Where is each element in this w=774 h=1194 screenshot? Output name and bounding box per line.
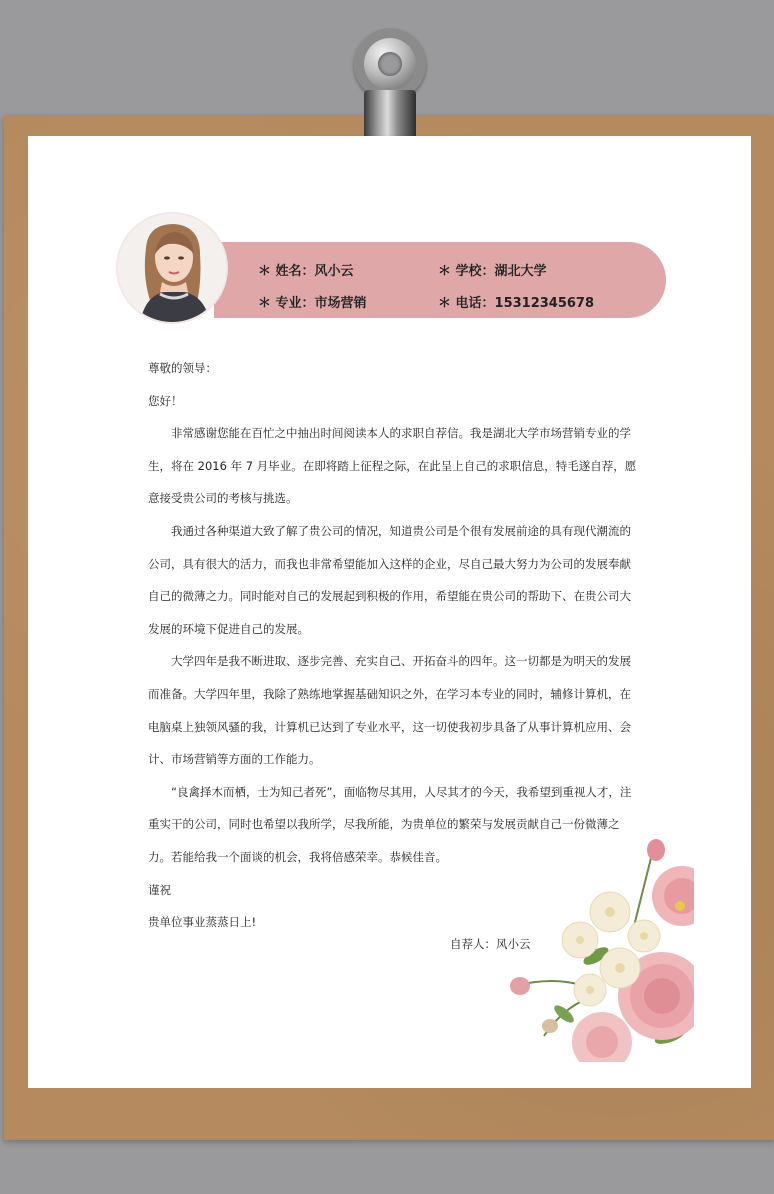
name-field: ＊ 姓名：风小云 xyxy=(258,264,354,279)
closing: 谨祝 xyxy=(148,882,171,897)
letter-paper xyxy=(28,136,751,1088)
signature: 自荐人：风小云 xyxy=(450,937,531,951)
profile-photo xyxy=(118,214,226,322)
greeting: 您好！ xyxy=(148,393,183,408)
salutation: 尊敬的领导： xyxy=(148,361,217,375)
clip-ring-hole xyxy=(378,52,402,76)
paragraph: 大学四年是我不断进取、逐步完善、充实自己、开拓奋斗的四年。这一切都是为明天的发展而准备。大学四年里，我除了熟练地掌握基础知识之外，在学习本专业的同时，辅修计算机，在电脑桌上独领风骚的我，计算机已达到了专业水平，这一切使我初步具备了从事计算机应用、会计、市场营销等方面的工作能力。 xyxy=(148,654,631,767)
school-field: ＊ 学校：湖北大学 xyxy=(438,264,547,279)
phone-field: ＊ 电话：15312345678 xyxy=(438,296,595,311)
paragraph: “良禽择木而栖，士为知己者死”，面临物尽其用，人尽其才的今天，我希望到重视人才，注重实干的公司，同时也希望以我所学，尽我所能，为贵单位的繁荣与发展贡献自己一份微薄之力。若能给我一个面谈的机会，我将倍感荣幸。恭候佳音。 xyxy=(148,784,632,864)
paragraph: 我通过各种渠道大致了解了贵公司的情况，知道贵公司是个很有发展前途的具有现代潮流的公司，具有很大的活力，而我也非常希望能加入这样的企业，尽自己最大努力为公司的发展奉献自己的微薄之力。同时能对自己的发展起到积极的作用，希望能在贵公司的帮助下、在贵公司大发展的环境下促进自己的发展。 xyxy=(148,523,631,636)
paragraph: 非常感谢您能在百忙之中抽出时间阅读本人的求职自荐信。我是湖北大学市场营销专业的学生，将在 2016 年 7 月毕业。在即将踏上征程之际，在此呈上自己的求职信息，特毛遂自荐，愿意接受贵公司的考核与挑选。 xyxy=(148,426,637,506)
major-field: ＊ 专业：市场营销 xyxy=(258,296,367,311)
wish: 贵单位事业蒸蒸日上! xyxy=(148,915,257,930)
flower-decoration xyxy=(484,836,694,1062)
